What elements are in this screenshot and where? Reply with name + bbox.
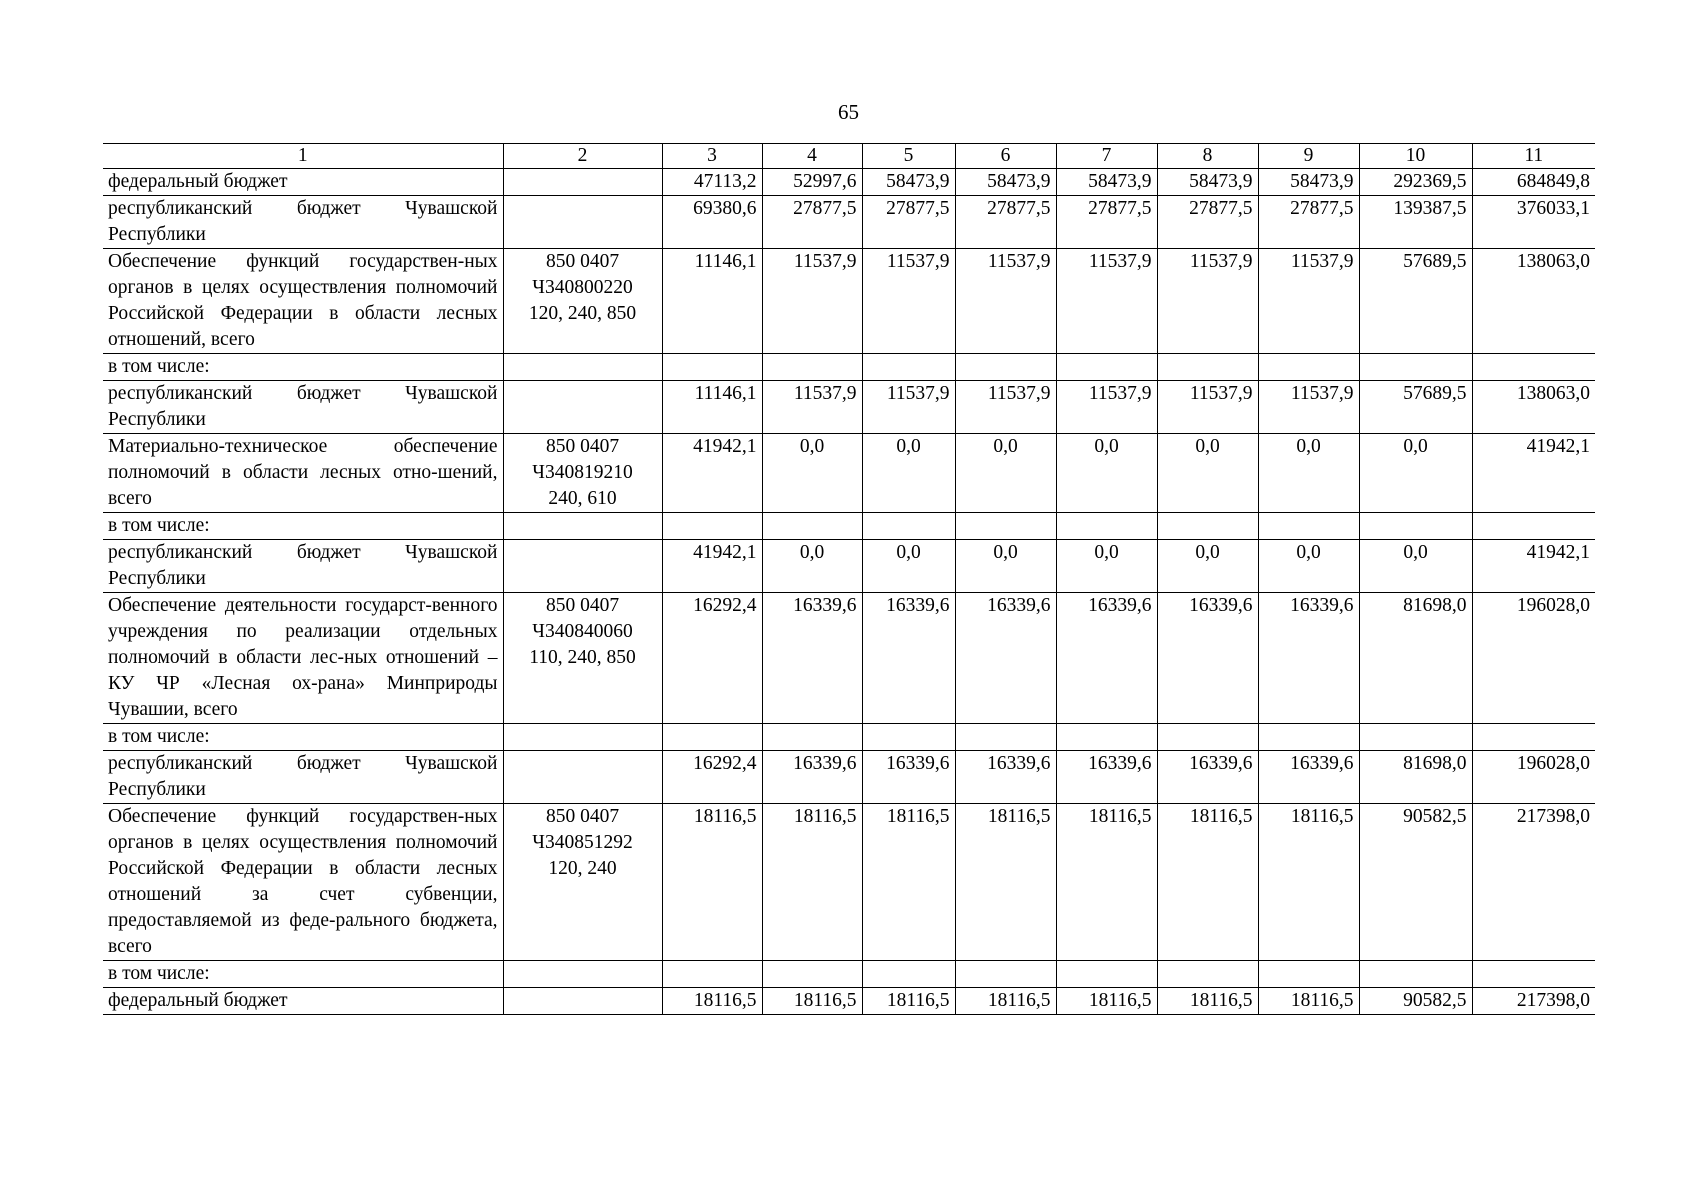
- header-cell: 5: [862, 144, 955, 169]
- header-cell: 1: [103, 144, 503, 169]
- table-row: [103, 354, 1595, 381]
- value-cell: 18116,5: [1056, 804, 1157, 961]
- value-cell: 138063,0: [1472, 381, 1595, 434]
- value-cell: 16292,4: [662, 751, 762, 804]
- value-cell: 11537,9: [1258, 381, 1359, 434]
- value-cell: 16339,6: [1258, 593, 1359, 724]
- header-cell: 6: [955, 144, 1056, 169]
- value-cell: [1157, 724, 1258, 751]
- value-cell: 196028,0: [1472, 593, 1595, 724]
- value-cell: [1056, 724, 1157, 751]
- budget-code-line: 120, 240, 850: [528, 303, 637, 324]
- value-cell: 18116,5: [955, 988, 1056, 1015]
- row-name-cell: в том числе:: [103, 354, 503, 381]
- budget-code-line: 240, 610: [548, 488, 617, 509]
- value-cell: [1258, 961, 1359, 988]
- value-cell: 58473,9: [955, 169, 1056, 196]
- header-cell: 9: [1258, 144, 1359, 169]
- value-cell: [762, 961, 862, 988]
- value-cell: 0,0: [955, 540, 1056, 593]
- value-cell: [1056, 961, 1157, 988]
- value-cell: 16339,6: [1258, 751, 1359, 804]
- value-cell: 18116,5: [862, 988, 955, 1015]
- value-cell: 27877,5: [955, 196, 1056, 249]
- budget-code-line: 850 0407: [545, 595, 620, 616]
- value-cell: 90582,5: [1359, 988, 1472, 1015]
- budget-code-cell: [503, 434, 662, 513]
- value-cell: [1258, 354, 1359, 381]
- budget-code-cell: [503, 169, 662, 196]
- budget-code-line: 850 0407: [545, 251, 620, 272]
- value-cell: 27877,5: [762, 196, 862, 249]
- budget-code-line: Ч340840060: [532, 621, 633, 642]
- value-cell: 16339,6: [955, 751, 1056, 804]
- header-cell: 4: [762, 144, 862, 169]
- value-cell: 52997,6: [762, 169, 862, 196]
- value-cell: 16339,6: [862, 751, 955, 804]
- budget-code-cell: [503, 804, 662, 961]
- value-cell: [1157, 354, 1258, 381]
- value-cell: 0,0: [862, 434, 955, 513]
- value-cell: 16339,6: [1056, 751, 1157, 804]
- value-cell: 16339,6: [1056, 593, 1157, 724]
- table-row: [103, 804, 1595, 961]
- header-cell: 7: [1056, 144, 1157, 169]
- value-cell: 217398,0: [1472, 804, 1595, 961]
- value-cell: 16339,6: [1157, 751, 1258, 804]
- value-cell: 0,0: [762, 434, 862, 513]
- value-cell: 58473,9: [862, 169, 955, 196]
- value-cell: [862, 513, 955, 540]
- budget-code-line: Ч340819210: [532, 462, 633, 483]
- value-cell: 292369,5: [1359, 169, 1472, 196]
- row-name-cell: Обеспечение функций государствен-ных органов в целях осуществления полномочий Российской Федерации в области лесных отношений, всего: [103, 249, 503, 354]
- value-cell: [1056, 354, 1157, 381]
- value-cell: 18116,5: [1258, 804, 1359, 961]
- value-cell: 16339,6: [955, 593, 1056, 724]
- value-cell: 0,0: [1056, 434, 1157, 513]
- value-cell: 41942,1: [662, 540, 762, 593]
- value-cell: 0,0: [1359, 540, 1472, 593]
- value-cell: [1359, 724, 1472, 751]
- value-cell: 16292,4: [662, 593, 762, 724]
- budget-code-line: 850 0407: [545, 436, 620, 457]
- value-cell: [955, 354, 1056, 381]
- row-name-cell: в том числе:: [103, 724, 503, 751]
- table-row: [103, 196, 1595, 249]
- value-cell: 58473,9: [1056, 169, 1157, 196]
- value-cell: 27877,5: [1258, 196, 1359, 249]
- table-row: [103, 988, 1595, 1015]
- value-cell: [955, 961, 1056, 988]
- row-name-cell: в том числе:: [103, 961, 503, 988]
- value-cell: [862, 961, 955, 988]
- value-cell: 81698,0: [1359, 593, 1472, 724]
- value-cell: [862, 354, 955, 381]
- table-row: [103, 593, 1595, 724]
- row-name-cell: республиканский бюджет Чувашской Республики: [103, 196, 503, 249]
- value-cell: 0,0: [1056, 540, 1157, 593]
- value-cell: 376033,1: [1472, 196, 1595, 249]
- value-cell: 57689,5: [1359, 381, 1472, 434]
- value-cell: 684849,8: [1472, 169, 1595, 196]
- budget-code-cell: [503, 961, 662, 988]
- budget-code-cell: [503, 196, 662, 249]
- budget-code-line: 120, 240: [548, 858, 617, 879]
- value-cell: [762, 513, 862, 540]
- value-cell: 11537,9: [955, 381, 1056, 434]
- value-cell: 16339,6: [762, 593, 862, 724]
- budget-code-cell: [503, 381, 662, 434]
- budget-code-cell: [503, 540, 662, 593]
- table-row: [103, 751, 1595, 804]
- value-cell: 139387,5: [1359, 196, 1472, 249]
- row-name-cell: республиканский бюджет Чувашской Республики: [103, 381, 503, 434]
- value-cell: [1258, 724, 1359, 751]
- row-name-cell: в том числе:: [103, 513, 503, 540]
- value-cell: 11146,1: [662, 381, 762, 434]
- row-name-cell: федеральный бюджет: [103, 988, 503, 1015]
- row-name-cell: Материально-техническое обеспечение полномочий в области лесных отно-шений, всего: [103, 434, 503, 513]
- value-cell: 11537,9: [955, 249, 1056, 354]
- value-cell: 0,0: [955, 434, 1056, 513]
- value-cell: 18116,5: [862, 804, 955, 961]
- value-cell: [1359, 961, 1472, 988]
- table-body: [103, 144, 1595, 1015]
- table-row: [103, 724, 1595, 751]
- budget-code-line: Ч340851292: [532, 832, 633, 853]
- value-cell: 27877,5: [1157, 196, 1258, 249]
- value-cell: [1157, 961, 1258, 988]
- value-cell: 18116,5: [1056, 988, 1157, 1015]
- table-row: [103, 381, 1595, 434]
- value-cell: 11537,9: [1258, 249, 1359, 354]
- row-name-cell: республиканский бюджет Чувашской Республики: [103, 751, 503, 804]
- value-cell: [662, 961, 762, 988]
- value-cell: 18116,5: [1157, 804, 1258, 961]
- value-cell: [1472, 513, 1595, 540]
- value-cell: 58473,9: [1157, 169, 1258, 196]
- row-name-cell: Обеспечение функций государствен-ных органов в целях осуществления полномочий Российской Федерации в области лесных отношений за счет субвенции, предоставляемой из феде-рального бюджета, всего: [103, 804, 503, 961]
- value-cell: 57689,5: [1359, 249, 1472, 354]
- value-cell: 11537,9: [762, 381, 862, 434]
- value-cell: 0,0: [1157, 540, 1258, 593]
- value-cell: 11537,9: [1056, 381, 1157, 434]
- value-cell: 18116,5: [1258, 988, 1359, 1015]
- table-row: [103, 513, 1595, 540]
- value-cell: 18116,5: [662, 988, 762, 1015]
- value-cell: 138063,0: [1472, 249, 1595, 354]
- value-cell: [1359, 513, 1472, 540]
- budget-code-cell: [503, 513, 662, 540]
- value-cell: 0,0: [1359, 434, 1472, 513]
- budget-code-cell: [503, 354, 662, 381]
- budget-code-cell: [503, 593, 662, 724]
- row-name-cell: Обеспечение деятельности государст-венного учреждения по реализации отдельных полномочий в области лес-ных отношений – КУ ЧР «Лесная ох-рана» Минприроды Чувашии, всего: [103, 593, 503, 724]
- value-cell: [662, 724, 762, 751]
- value-cell: 11537,9: [862, 381, 955, 434]
- value-cell: [662, 354, 762, 381]
- budget-code-cell: [503, 249, 662, 354]
- value-cell: 0,0: [1258, 540, 1359, 593]
- value-cell: [1472, 724, 1595, 751]
- header-row: [103, 144, 1595, 169]
- value-cell: 11537,9: [862, 249, 955, 354]
- value-cell: 18116,5: [955, 804, 1056, 961]
- value-cell: [1472, 961, 1595, 988]
- value-cell: [955, 513, 1056, 540]
- value-cell: 18116,5: [762, 988, 862, 1015]
- table-row: [103, 249, 1595, 354]
- value-cell: 41942,1: [1472, 434, 1595, 513]
- value-cell: [762, 354, 862, 381]
- value-cell: 0,0: [862, 540, 955, 593]
- value-cell: 196028,0: [1472, 751, 1595, 804]
- value-cell: [1056, 513, 1157, 540]
- value-cell: 16339,6: [762, 751, 862, 804]
- row-name-cell: федеральный бюджет: [103, 169, 503, 196]
- value-cell: 69380,6: [662, 196, 762, 249]
- value-cell: 27877,5: [862, 196, 955, 249]
- value-cell: [1157, 513, 1258, 540]
- value-cell: 11146,1: [662, 249, 762, 354]
- budget-table: [103, 143, 1595, 1015]
- value-cell: 11537,9: [1056, 249, 1157, 354]
- header-cell: 3: [662, 144, 762, 169]
- value-cell: 217398,0: [1472, 988, 1595, 1015]
- value-cell: 47113,2: [662, 169, 762, 196]
- value-cell: [1359, 354, 1472, 381]
- budget-code-line: 850 0407: [545, 806, 620, 827]
- value-cell: 18116,5: [1157, 988, 1258, 1015]
- value-cell: 18116,5: [762, 804, 862, 961]
- value-cell: [762, 724, 862, 751]
- budget-code-line: 110, 240, 850: [529, 647, 636, 668]
- value-cell: 0,0: [1258, 434, 1359, 513]
- budget-code-line: Ч340800220: [532, 277, 633, 298]
- value-cell: 11537,9: [1157, 381, 1258, 434]
- budget-code-cell: [503, 724, 662, 751]
- budget-code-cell: [503, 751, 662, 804]
- header-cell: 8: [1157, 144, 1258, 169]
- value-cell: [955, 724, 1056, 751]
- table-row: [103, 961, 1595, 988]
- header-cell: 2: [503, 144, 662, 169]
- row-name-cell: республиканский бюджет Чувашской Республики: [103, 540, 503, 593]
- value-cell: 18116,5: [662, 804, 762, 961]
- value-cell: 81698,0: [1359, 751, 1472, 804]
- header-cell: 10: [1359, 144, 1472, 169]
- table-row: [103, 169, 1595, 196]
- value-cell: 16339,6: [1157, 593, 1258, 724]
- value-cell: 41942,1: [1472, 540, 1595, 593]
- value-cell: [662, 513, 762, 540]
- value-cell: [1258, 513, 1359, 540]
- budget-code-cell: [503, 988, 662, 1015]
- value-cell: 27877,5: [1056, 196, 1157, 249]
- value-cell: 41942,1: [662, 434, 762, 513]
- value-cell: 0,0: [762, 540, 862, 593]
- page-number: 65: [838, 100, 859, 124]
- value-cell: 0,0: [1157, 434, 1258, 513]
- table-row: [103, 540, 1595, 593]
- header-cell: 11: [1472, 144, 1595, 169]
- value-cell: 11537,9: [1157, 249, 1258, 354]
- table-row: [103, 434, 1595, 513]
- value-cell: 90582,5: [1359, 804, 1472, 961]
- value-cell: [862, 724, 955, 751]
- value-cell: 16339,6: [862, 593, 955, 724]
- value-cell: [1472, 354, 1595, 381]
- value-cell: 11537,9: [762, 249, 862, 354]
- value-cell: 58473,9: [1258, 169, 1359, 196]
